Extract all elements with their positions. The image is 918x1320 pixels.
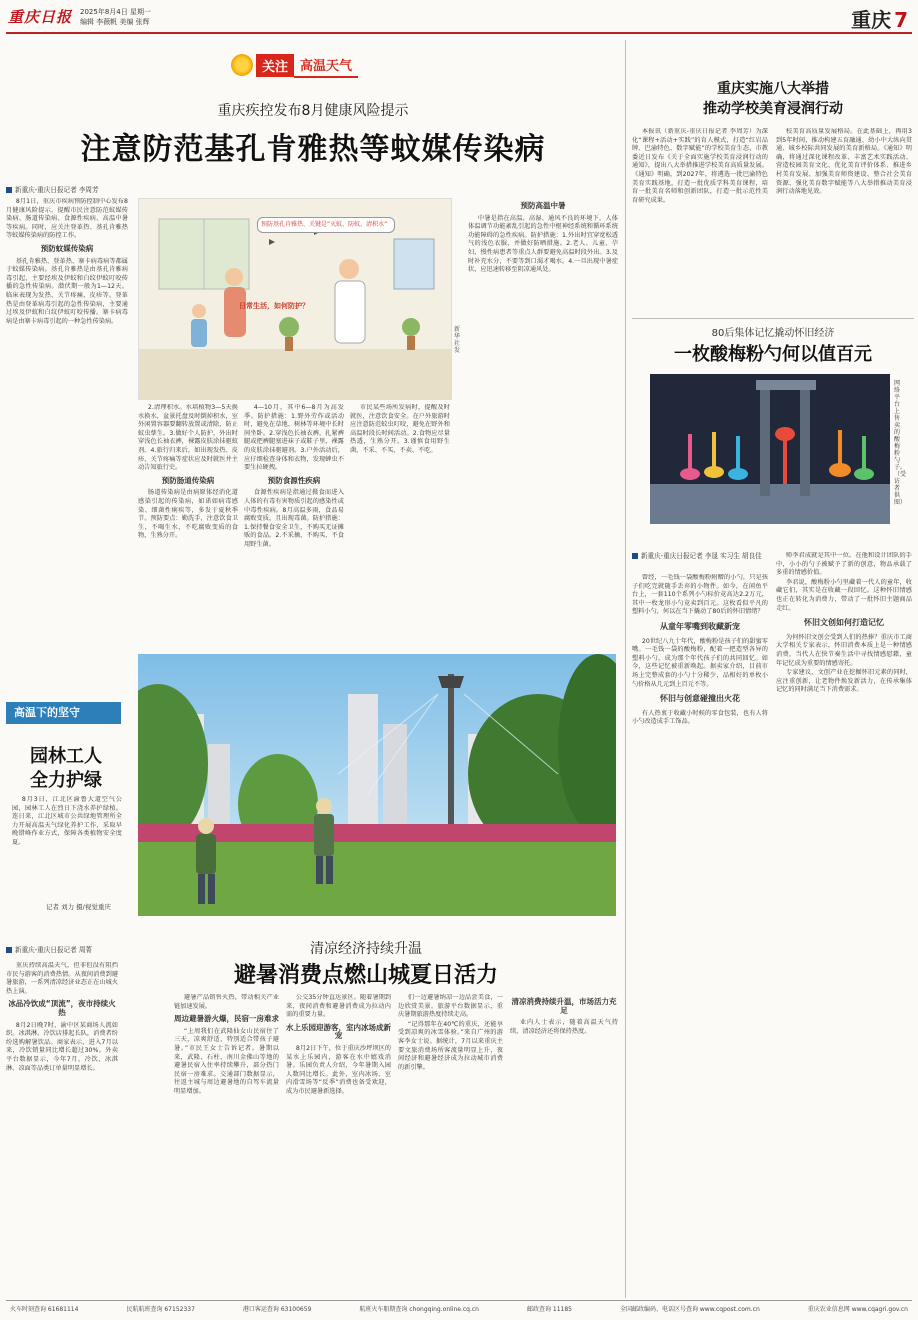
byline-text: 新重庆-重庆日报记者 李晟 实习生 胡良佳 [641,552,762,560]
byline-marker [6,947,12,953]
paragraph: 肠道传染病是由病原体经消化道感染引起的传染病，如诺如病毒感染、细菌性痢疾等，多发于夏秋季节。预防要点：勤洗手，注意饮食卫生，不喝生水，不吃腐败变质的食物，生熟分开。 [138,489,238,540]
paragraph: 们一边避暑纳凉一边品尝美食，一边欣赏美景。旅游平台数据显示，重庆暑期旅游热度持续走高。 [398,994,503,1019]
article-subtitle: 重庆疾控发布8月健康风险提示 [217,103,409,119]
health-illustration [138,198,452,400]
article-headline: 避暑消费点燃山城夏日活力 [233,963,498,988]
article-column-3 [286,994,391,1298]
article-column-1 [6,962,118,1298]
paragraph: 避暑产品销售火热，带动相关产业链加速发展。 [174,994,279,1010]
article-column-5 [510,994,618,1298]
paragraph: 李君说，酸梅粉小勺里藏着一代人的童年，收藏它们，其实是在收藏一段回忆。这种怀旧情感也正在转化为消费力，带动了一批怀旧主题商品走红。 [776,578,912,612]
gardener-photo [138,654,616,916]
section-heading: 清凉消费持续升温，市场活力充足 [511,997,617,1015]
feature-health [6,40,620,640]
paragraph: 市民某些场所发病时，提醒及时就医，注意饮食安全。在户外旅游时应注意防范蚊虫叮咬，避免在野外和高温时段长时间活动。2.食物应尽量热透，生熟分开。3.谨慎食用野生菌，不采、不买、不卖、不吃。 [350,404,450,454]
newspaper-logo: 重庆日报 [8,8,73,26]
footer-item: 火车时刻查询 61681114 [10,1306,79,1313]
photo-title-line1: 园林工人 [30,746,102,767]
article-headline: 一枚酸梅粉勺何以值百元 [674,344,872,365]
issue-date: 2025年8月4日 星期一 [80,8,151,16]
section-heading: 预防蚊媒传染病 [40,243,94,253]
article-column-3 [244,404,344,638]
footer-item: 重庆农业信息网 www.cqagri.gov.cn [807,1306,908,1313]
footer-item: 航班火车船期查询 chongqing.online.cq.cn [359,1306,479,1313]
byline-marker [6,187,12,193]
masthead-rule [6,32,912,34]
footer-item: 民航航班查询 67152337 [126,1306,195,1313]
masthead [0,0,918,36]
paragraph: 本报讯（新重庆-重庆日报记者 李周芳）为深化“课程+活动+实践”的育人模式，打造“红岩品牌、巴渝特色、数字赋能”的学校美育生态，市教委近日发布《关于全面实施学校美育浸润行动的通知》，提出八大举措推进学校美育高质量发展。《通知》明确，到2027年，将遴选一批巴渝特色美育实践基地，打造一批优质学科美育课程，培育一批美育名师和创新团队，打造一批示范性美育研究成果。 [632,128,768,204]
paragraph: 曾经，一毛钱一袋酸梅粉附赠的小勺，只是孩子们吃完就随手丢弃的小物件。如今，在闲鱼平台上，一套110个系列小勺标价竟高达2.2万元，其中一枚龙形小勺竟卖到百元。这枚看似平凡的塑料小勺，何以在当下撬动了80后的怀旧情绪？ [632,574,768,616]
illustration-caption: 日常生活，如何防护？ [239,302,309,310]
topic-banner [231,54,358,76]
article-column-4 [350,404,450,638]
photo-tag: 高温下的坚守 [6,702,121,724]
article-headline-line1: 重庆实施八大举措 [717,81,829,97]
spoon-photo-drawing [650,374,890,524]
paragraph: 8月2日晚7时，渝中区某商场人流如织。冰淇淋、冷饮店排起长队，消费者纷纷选购解暑饮品。商家表示，进入7月以来，冷饮销量同比增长超过30%。外卖平台数据显示，今年7月，冷饮、冰淇淋、凉面等品类订单量明显增长。 [6,1021,118,1072]
byline-marker [632,553,638,559]
paragraph: 重庆持续高温天气，但非但没有阻挡市民与游客的消费热情。从夜间消费到避暑旅游，一系列清凉经济业态正在山城火热上演。 [6,962,118,995]
article-column-2 [776,128,912,318]
photo-caption: 网络平台上售卖的酸梅粉勺子。（受访者供图） [894,380,907,506]
footer-item: 邮政查询 11185 [526,1306,572,1313]
footer-service-info [10,1304,908,1313]
section-heading: 水上乐园迎游客，室内冰场成新宠 [286,1022,391,1041]
article-column-1 [632,574,768,1294]
article-art-education [632,40,914,320]
paragraph: 校美育高质量发展格局。在此基础上，再用3到5年时间，推动构建五育融通、幼小中大纵向贯通、城乡校际共同发展的美育新格局。《通知》明确，将通过深化课程改革、丰富艺术实践活动、营造校园美育文化、优化美育评价体系、推进乡村美育发展、加强美育师资建设、整合社会美育资源、强化美育数字赋能等八大举措推动美育浸润行动落地见效。 [776,128,912,196]
paragraph: 8月2日下午，位于重庆沙坪坝区的某水上乐园内，游客在水中嬉戏消暑。乐园负责人介绍，今年暑期入园人数同比增长。此外，室内冰场、室内滑雪场等“反季”消费也备受欢迎，成为市民避暑新选择。 [286,1044,391,1095]
paragraph: 师李君成就是其中一位。在他和设计团队的手中，小小的勺子被赋予了新的创意，物品承载了多重的情感价值。 [776,552,912,577]
section-heading: 预防食源性疾病 [267,475,321,485]
paragraph: 中暑是指在高温、高湿、通风不良的环境下，人体体温调节功能紊乱引起的急性中枢神经系统和循环系统功能障碍的急性疾病。防护措施：1.外出时宜穿宽松透气的浅色衣服，并做好防晒措施。2.老人、儿童、孕妇、慢性病患者等重点人群要避免高温时段外出。3.及时补充水分，不要等到口渴才喝水。4.一旦出现中暑症状，应迅速转移至阴凉通风处。 [468,214,618,274]
paragraph: 2.清理积水。水培植物3—5天换水换水，盆景托盘及时倒掉积水，室外闲置容器要翻转放置或清除，防止蚊虫孳生。3.做好个人防护，外出时穿浅色长袖衣裤，裸露皮肤涂抹驱蚊剂。4.旅行归来后，如出现发热、皮疹、关节疼痛等症状应及时就医并主动告知旅行史。 [138,404,238,472]
editors: 编辑 李薇帆 美编 张辉 [80,18,150,26]
article-column-5 [468,198,618,638]
article-subtitle: 清凉经济持续升温 [310,941,422,957]
photo-drawing [138,654,616,916]
article-column-2 [174,994,279,1298]
section-heading: 周边避暑游火爆，民宿一房难求 [174,1014,279,1024]
paragraph: “上周我们在武隆仙女山民宿住了三天，凉爽舒适，特别适合带孩子避暑。”市民王女士告诉记者。暑期以来，武隆、石柱、南川金佛山等地的避暑民宿入住率持续攀升，部分热门民宿一房难求。交通部门数据显示，往返主城与周边避暑地的自驾车流量明显增加。 [174,1027,279,1095]
page-section-label [851,4,908,33]
article-byline [632,552,768,561]
section-heading: 怀旧文创如何打造记忆 [804,618,884,628]
photo-credit: 记者 刘力 摄/视觉重庆 [46,903,111,911]
byline-text: 新重庆-重庆日报记者 李周芳 [15,186,99,194]
section-heading: 从童年零嘴到收藏新宠 [660,621,740,631]
feature-summer-economy [6,924,620,1300]
section-heading: 怀旧与创意碰撞出火花 [660,694,740,704]
photo-title-line2: 全力护绿 [30,770,102,791]
article-headline-line2: 推动学校美育浸润行动 [703,101,843,117]
spoon-photo [650,374,890,524]
section-heading: 预防高温中暑 [520,201,566,210]
article-nostalgia [632,320,914,1300]
topic-tag: 关注 [256,54,294,77]
illustration-credit: 新华社发 [454,326,461,354]
sun-icon [231,54,253,76]
paragraph: 食源性疾病是指通过摄食而进入人体的有毒有害物质引起的感染性或中毒性疾病。8月高温多雨，食品易腐败变质，且出现毒菌。防护措施：1.保持餐食安全卫生，不购买无证摊贩的食品。2.不采摘、不购买、不食用野生菌。 [244,489,344,548]
byline-text: 新重庆-重庆日报记者 周菁 [15,946,93,954]
article-column-2 [776,552,912,1294]
footer-rule [6,1300,912,1301]
page-number: 7 [894,8,908,32]
photo-feature [6,650,620,920]
paragraph: 为何怀旧文创会受到人们的热捧？重庆市工商大学相关专家表示，怀旧消费本质上是一种情感消费，当代人在快节奏生活中寻找情感慰藉，童年记忆成为重要的情感寄托。 [776,633,912,667]
page-section-name: 重庆 [851,8,892,32]
article-headline: 注意防范基孔肯雅热等蚊媒传染病 [80,132,546,167]
section-heading: 冰品冷饮成“顶流”，夜市持续火热 [8,999,116,1017]
paragraph: 8月3日，江北区渝鲁大道空气公园，园林工人在烈日下浇水养护绿植。连日来，江北区城市公共绿地管理所全力开展高温天气绿化养护工作，采取早晚错峰作业方式，保障各类植物安全度夏。 [12,796,122,846]
paragraph: 基孔肯雅热、登革热、寨卡病毒病等都属于蚊媒传染病。基孔肯雅热是由基孔肯雅病毒引起，主要经埃及伊蚊和白纹伊蚊叮咬传播的急性传染病。潜伏期一般为1—12天。临床表现为发热、关节疼痛、皮疹等。登革热是由登革病毒引起的急性传染病，主要通过埃及伊蚊和白纹伊蚊叮咬传播。寨卡病毒病是由寨卡病毒引起的一种急性传染病。 [6,257,128,325]
article-column-2 [138,404,238,638]
paragraph: 公交35分钟直达景区。随着暑期到来，夜间消费和避暑消费成为拉动内需的重要力量。 [286,994,391,1019]
paragraph: “记得那年在40℃的重庆，还能享受到凉爽的冰雪体验。”来自广州的游客李女士说。据统计，7月以来重庆主要文旅消费场所客流量明显上升，夜间经济和避暑经济成为拉动城市消费的新引擎。 [398,1020,503,1071]
section-divider [632,318,914,319]
illustration-bubble: 预防基孔肯雅热、关键是“灭蚊、防蚊、清积水” [257,217,395,233]
paragraph: 20世纪八九十年代，酸梅粉是孩子们的甜蜜零嘴。一毛钱一袋的酸梅粉，配着一把造型各异的塑料小勺，成为那个年代孩子们的共同回忆。如今，这些记忆被重新唤起。据卖家介绍，目前市场上完整成套的小勺十分稀少，品相好的单枚小勺价格从几元到上百元不等。 [632,637,768,688]
footer-item: 港口客运查询 63100659 [242,1306,312,1313]
article-byline [6,184,99,194]
article-column-4 [398,994,503,1298]
column-divider [625,40,626,1298]
topic-title: 高温天气 [294,53,358,78]
article-column-1 [6,198,128,638]
paragraph: 业内人士表示，随着高温天气持续，清凉经济还将保持热度。 [510,1019,618,1035]
article-byline [6,944,92,954]
paragraph: 专家建议，文创产业在挖掘怀旧元素的同时，应注重创新，让老物件焕发新活力，在传承集体记忆的同时满足当下消费需求。 [776,669,912,694]
footer-item: 全国邮政编码、电话区号查询 www.cqpost.com.cn [619,1306,760,1313]
section-heading: 预防肠道传染病 [161,475,215,485]
article-column-1 [632,128,768,318]
paragraph: 8月1日，重庆市疾病预防控制中心发布8月健康风险提示，提醒市民注意防范蚊媒传染病、肠道传染病、食源性疾病、高温中暑等疾病。同时，应关注登革热、基孔肯雅热等蚊媒传染病的防控工作。 [6,198,128,240]
paragraph: 4—10月，其中6—8月为高发季。防护措施：1.野外劳作或活动时，避免在草地、树林等环境中长时间坐卧。2.穿浅色长袖衣裤，扎紧裤腿或把裤腿塞进袜子或鞋子里，裸露的皮肤涂抹驱避剂。3.户外活动后，应仔细检查身体和衣物，发现蜱虫不要生拉硬拽。 [244,404,344,472]
article-kicker: 80后集体记忆撬动怀旧经济 [711,328,835,339]
paragraph: 有人热衷于收藏小时候的零食包装，也有人将小勺改造成手工饰品。 [632,709,768,726]
photo-text [12,796,122,884]
